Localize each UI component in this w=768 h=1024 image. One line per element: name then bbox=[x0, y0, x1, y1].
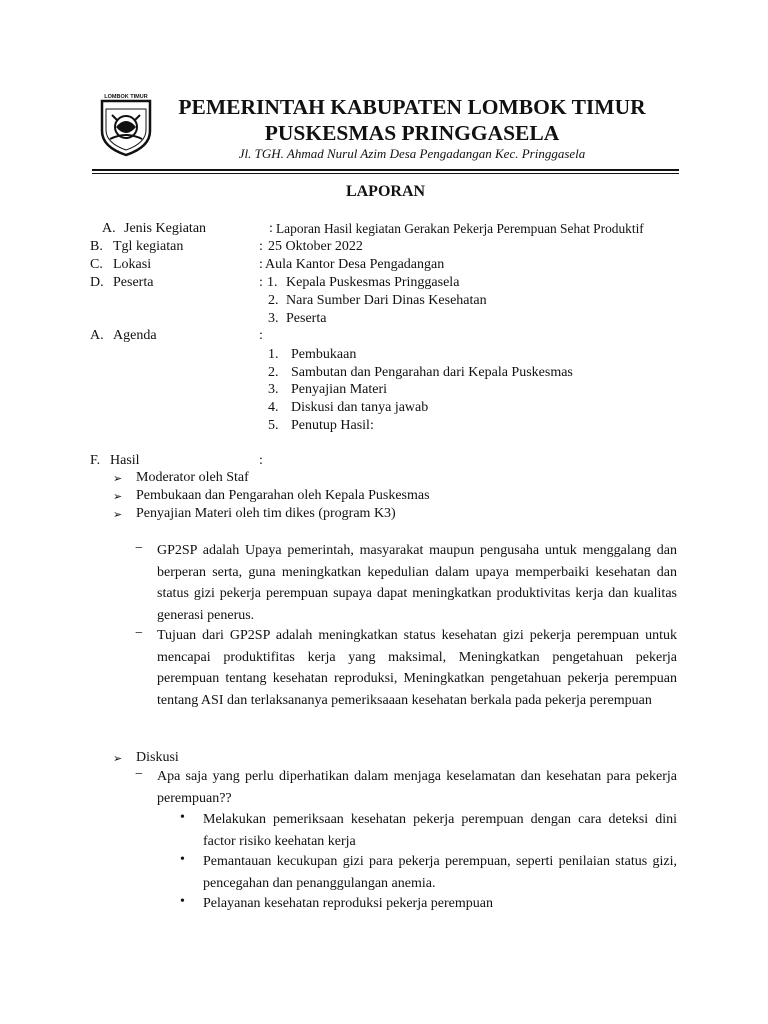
materi-paragraph: Tujuan dari GP2SP adalah meningkatkan status kesehatan gizi pekerja perempuan untuk mencapai produktifitas kerja yang maksimal, Meningkatkan pengetahuan pekerja perempuan tentang kesehatan reproduksi, Meningkatkan pengetahuan pekerja perempuan tentang ASI dan terlaksananya pemeriksaaan kesehatan berkala pada pekerja perempuan bbox=[157, 628, 677, 708]
diskusi-answer: Pelayanan kesehatan reproduksi pekerja perempuan bbox=[203, 896, 493, 911]
peserta-num: 3. bbox=[268, 311, 279, 326]
dot-bullet-icon: • bbox=[180, 894, 185, 909]
field-separator: : bbox=[269, 221, 273, 236]
agenda-num: 1. bbox=[268, 347, 279, 362]
field-separator: : bbox=[259, 239, 263, 254]
arrow-bullet-icon: ➢ bbox=[113, 473, 123, 485]
hasil-item: Moderator oleh Staf bbox=[136, 470, 249, 485]
hasil-item: Penyajian Materi oleh tim dikes (program K3) bbox=[136, 506, 396, 521]
field-marker: B. bbox=[90, 239, 103, 254]
kop-line-1: PEMERINTAH KABUPATEN LOMBOK TIMUR bbox=[178, 95, 646, 119]
hasil-item: Pembukaan dan Pengarahan oleh Kepala Puskesmas bbox=[136, 488, 430, 503]
diskusi-answer: Pemantauan kecukupan gizi para pekerja perempuan, seperti penilaian status gizi, pencegahan dan penanggulangan anemia. bbox=[203, 854, 677, 891]
logo-caption: LOMBOK TIMUR bbox=[104, 94, 148, 100]
agenda-item: Pembukaan bbox=[291, 347, 357, 362]
hasil-marker: F. bbox=[90, 453, 101, 468]
field-separator: : bbox=[259, 275, 263, 290]
dash-bullet-icon: − bbox=[135, 626, 143, 641]
arrow-bullet-icon: ➢ bbox=[113, 753, 123, 765]
agenda-num: 4. bbox=[268, 400, 279, 415]
arrow-bullet-icon: ➢ bbox=[113, 491, 123, 503]
agenda-item: Diskusi dan tanya jawab bbox=[291, 400, 429, 415]
agenda-separator: : bbox=[259, 328, 263, 343]
dot-bullet-icon: • bbox=[180, 810, 185, 825]
dot-bullet-icon: • bbox=[180, 852, 185, 867]
field-label: Peserta bbox=[113, 275, 154, 290]
agenda-num: 5. bbox=[268, 418, 279, 433]
dash-bullet-icon: − bbox=[135, 541, 143, 556]
diskusi-question: Apa saja yang perlu diperhatikan dalam menjaga keselamatan dan kesehatan para pekerja perempuan?? bbox=[157, 769, 677, 806]
kop-divider bbox=[92, 169, 679, 171]
diskusi-answer: Melakukan pemeriksaan kesehatan pekerja perempuan dengan cara deteksi dini factor risiko keehatan kerja bbox=[203, 812, 677, 849]
field-marker: C. bbox=[90, 257, 103, 272]
field-label: Jenis Kegiatan bbox=[124, 221, 207, 236]
document-title: LAPORAN bbox=[345, 183, 426, 200]
agenda-num: 3. bbox=[268, 382, 279, 397]
regency-emblem-icon bbox=[98, 95, 154, 157]
kop-line-2: PUSKESMAS PRINGGASELA bbox=[264, 121, 560, 145]
field-separator: : bbox=[259, 257, 263, 272]
field-value: 25 Oktober 2022 bbox=[268, 239, 363, 254]
peserta-item: Peserta bbox=[286, 311, 327, 326]
field-value: Laporan Hasil kegiatan Gerakan Pekerja Perempuan Sehat Produktif bbox=[276, 221, 644, 236]
kop-address: Jl. TGH. Ahmad Nurul Azim Desa Pengadangan Kec. Pringgasela bbox=[238, 146, 586, 161]
arrow-bullet-icon: ➢ bbox=[113, 509, 123, 521]
field-label: Tgl kegiatan bbox=[113, 239, 184, 254]
kop-divider-thin bbox=[92, 173, 679, 174]
agenda-marker: A. bbox=[90, 328, 104, 343]
peserta-item: Nara Sumber Dari Dinas Kesehatan bbox=[286, 293, 487, 308]
hasil-label: Hasil bbox=[110, 453, 140, 468]
agenda-num: 2. bbox=[268, 365, 279, 380]
diskusi-label: Diskusi bbox=[136, 750, 179, 765]
agenda-label: Agenda bbox=[113, 328, 157, 343]
agenda-item: Penyajian Materi bbox=[291, 382, 388, 397]
agenda-item: Sambutan dan Pengarahan dari Kepala Puskesmas bbox=[291, 365, 573, 380]
field-label: Lokasi bbox=[113, 257, 152, 272]
field-marker: A. bbox=[102, 221, 116, 236]
field-value: Aula Kantor Desa Pengadangan bbox=[265, 257, 445, 272]
peserta-num: 2. bbox=[268, 293, 279, 308]
dash-bullet-icon: − bbox=[135, 767, 143, 782]
peserta-item: Kepala Puskesmas Pringgasela bbox=[286, 275, 460, 290]
materi-paragraph: GP2SP adalah Upaya pemerintah, masyarakat maupun pengusaha untuk menggalang dan berperan serta, guna meningkatkan kepedulian dalam upaya memperbaiki kesehatan dan status gizi pekerja perempuan supaya dapat meningkatkan produktivitas kerja dan kualitas generasi penerus. bbox=[157, 543, 677, 623]
peserta-num: 1. bbox=[267, 275, 278, 290]
agenda-item: Penutup Hasil: bbox=[291, 418, 374, 433]
hasil-separator: : bbox=[259, 453, 263, 468]
field-marker: D. bbox=[90, 275, 104, 290]
